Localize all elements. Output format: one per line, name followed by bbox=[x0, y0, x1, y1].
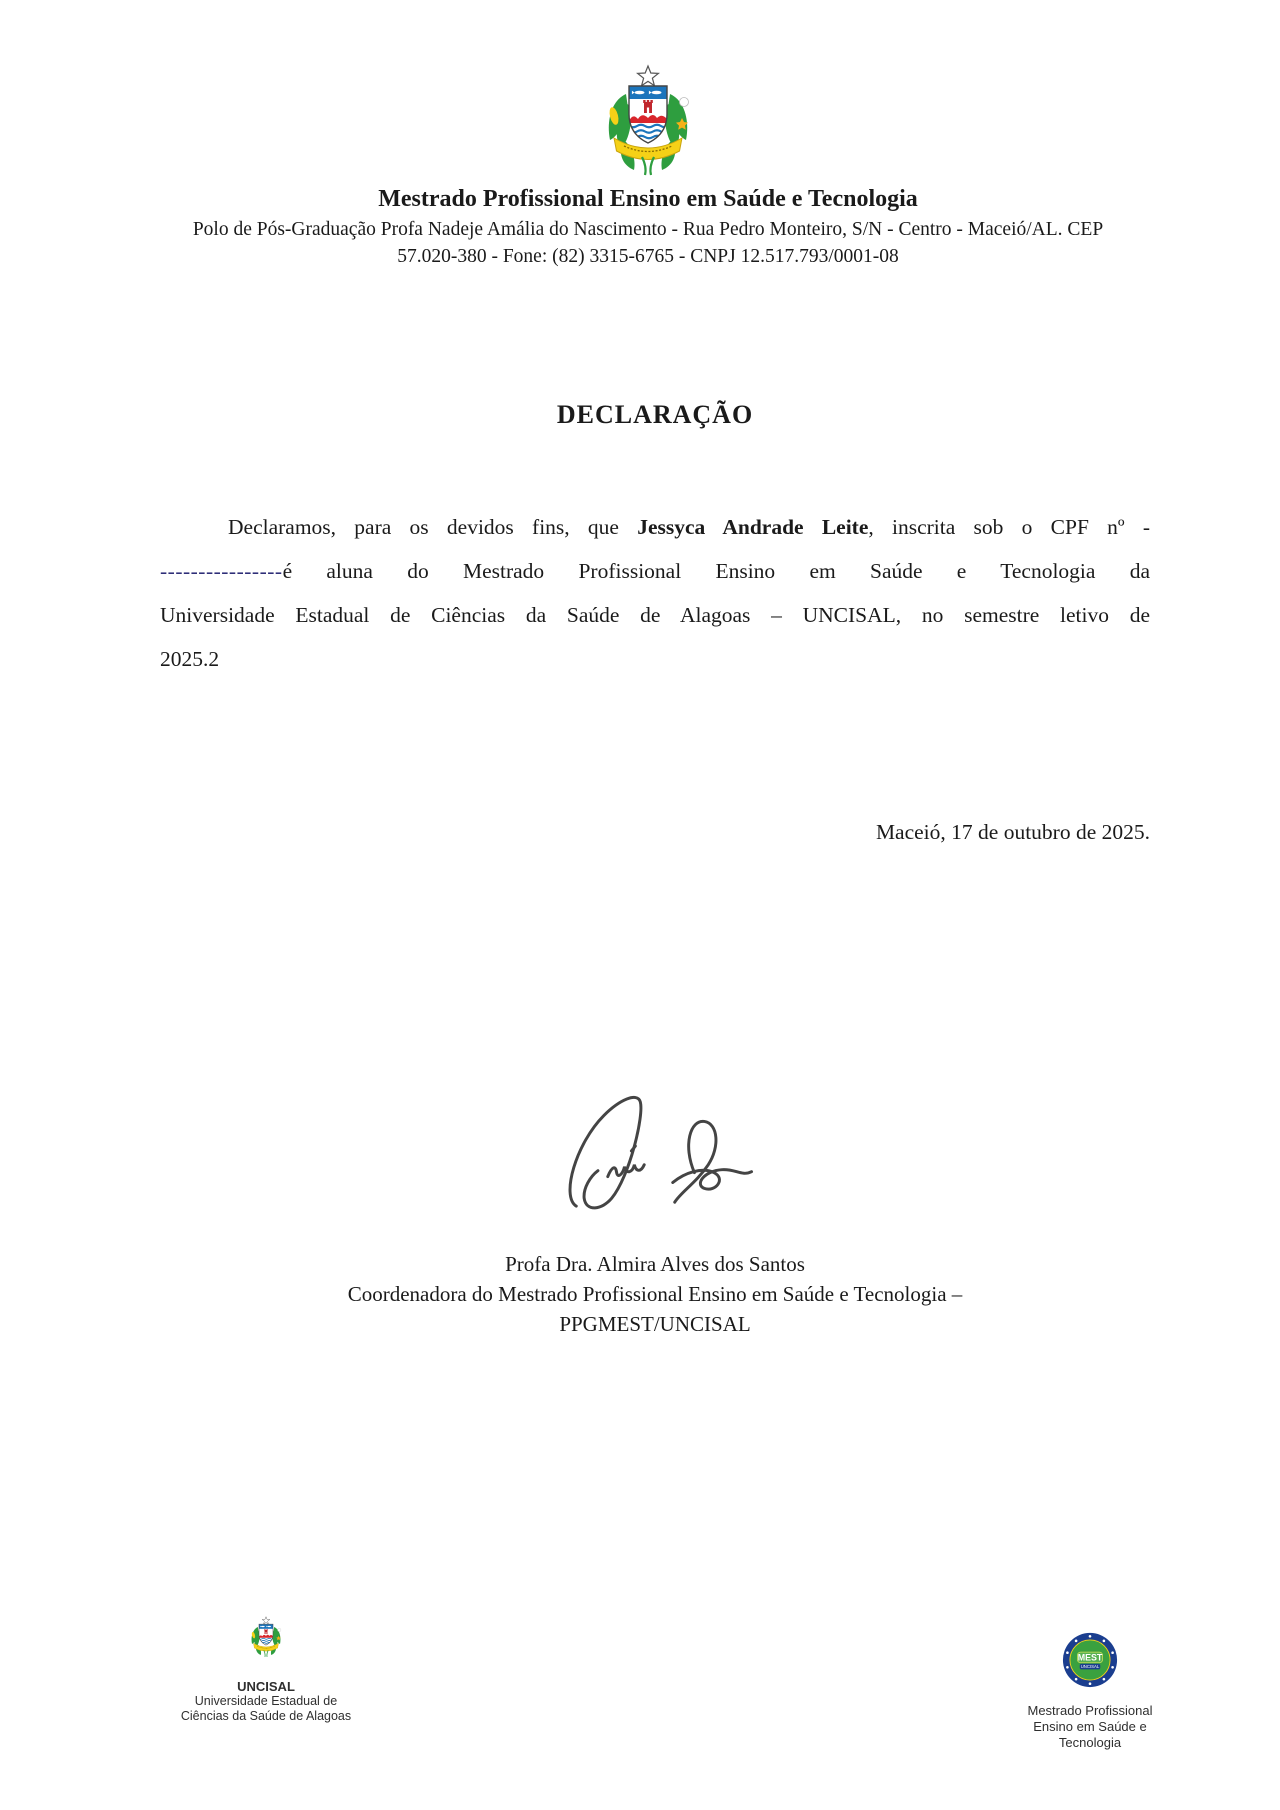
signatory-role-line2: PPGMEST/UNCISAL bbox=[559, 1312, 751, 1336]
body-text-after-name: , inscrita sob o CPF nº - bbox=[868, 515, 1150, 539]
alagoas-coat-of-arms-icon bbox=[596, 64, 700, 178]
body-text-before-name: Declaramos, para os devidos fins, que bbox=[228, 515, 638, 539]
mest-name-line1: Mestrado Profissional bbox=[1027, 1703, 1153, 1718]
document-heading: DECLARAÇÃO bbox=[556, 400, 754, 429]
cpf-redaction-dashes: ---------------- bbox=[160, 559, 283, 583]
body-line-1 bbox=[160, 505, 1150, 549]
signatory-block bbox=[160, 1249, 1150, 1339]
uncisal-crest-icon bbox=[247, 1616, 285, 1658]
header-address-line1: Polo de Pós-Graduação Profa Nadeje Amália do Nascimento - Rua Pedro Monteiro, S/N - Centro - Maceió/AL. CEP bbox=[192, 219, 1104, 240]
student-name: Jessyca Andrade Leite bbox=[637, 515, 869, 539]
body-line-4: 2025.2 bbox=[160, 647, 220, 671]
header-address-line2: 57.020-380 - Fone: (82) 3315-6765 - CNPJ 12.517.793/0001-08 bbox=[397, 246, 899, 267]
mest-footer-logo bbox=[990, 1632, 1190, 1751]
mest-name-line3: Tecnologia bbox=[1058, 1735, 1122, 1750]
signatory-name: Profa Dra. Almira Alves dos Santos bbox=[505, 1252, 805, 1276]
uncisal-acronym: UNCISAL bbox=[237, 1679, 295, 1694]
uncisal-name-line2: Ciências da Saúde de Alagoas bbox=[180, 1709, 352, 1723]
mest-badge-icon bbox=[1062, 1632, 1118, 1688]
handwritten-signature-image bbox=[545, 1086, 770, 1214]
body-line-3: Universidade Estadual de Ciências da Saúde de Alagoas – UNCISAL, no semestre letivo de bbox=[160, 603, 1150, 627]
uncisal-name-line1: Universidade Estadual de bbox=[194, 1694, 338, 1708]
date-line: Maceió, 17 de outubro de 2025. bbox=[875, 820, 1150, 844]
signatory-role-line1: Coordenadora do Mestrado Profissional Ensino em Saúde e Tecnologia – bbox=[347, 1282, 963, 1306]
body-line-2 bbox=[160, 549, 1150, 593]
uncisal-footer-logo bbox=[166, 1616, 366, 1724]
declaration-body bbox=[160, 505, 1150, 681]
body-line-2-text: é aluna do Mestrado Profissional Ensino em Saúde e Tecnologia da bbox=[282, 559, 1150, 583]
mest-name-line2: Ensino em Saúde e bbox=[1033, 1719, 1147, 1734]
program-title: Mestrado Profissional Ensino em Saúde e Tecnologia bbox=[378, 186, 918, 212]
